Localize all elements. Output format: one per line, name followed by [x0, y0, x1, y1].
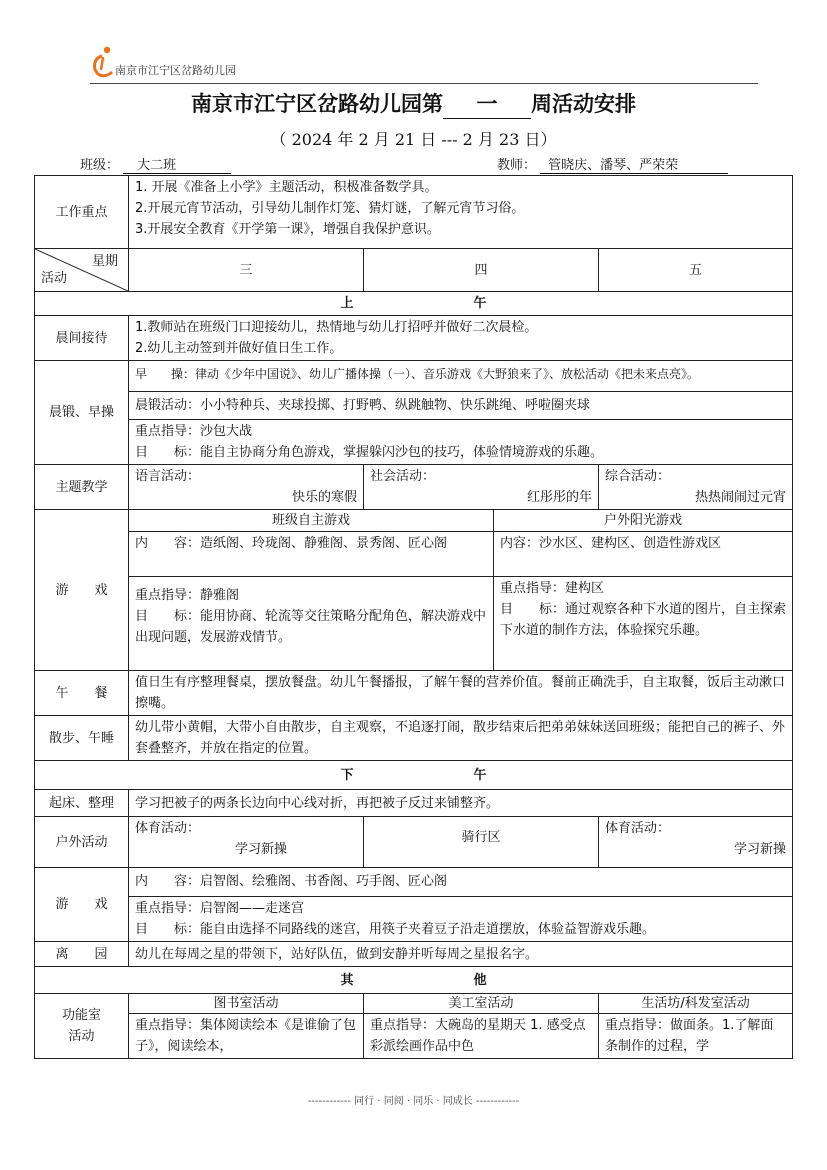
week-number: 一	[443, 88, 531, 119]
outdoor-game-guide: 重点指导：建构区	[500, 581, 605, 596]
outdoor-name: 学习新操	[235, 842, 288, 857]
day-thursday: 四	[364, 249, 599, 292]
theme-head: 综合活动：	[605, 469, 671, 484]
corner-activity-label: 活动	[41, 271, 68, 286]
outdoor-label: 户外活动	[35, 817, 129, 868]
outdoor-cell-2: 骑行区	[364, 817, 599, 868]
function-room-title-row	[35, 994, 793, 1014]
wakeup-text: 学习把被子的两条长边向中心线对折，再把被子反过来铺整齐。	[129, 790, 793, 817]
day-friday: 五	[599, 249, 793, 292]
games-am-title-row	[35, 510, 793, 532]
exercise-guide: 重点指导：沙包大战	[135, 424, 253, 439]
exercise-label: 晨锻、早操	[35, 361, 129, 465]
page-footer: ------------ 同行 · 同阅 · 同乐 · 同成长 ------------	[307, 1096, 520, 1107]
wakeup-label: 起床、整理	[35, 790, 129, 817]
theme-row	[35, 465, 793, 510]
theme-cell-social	[364, 465, 599, 510]
games-pm-goal: 目 标：能自由选择不同路线的迷宫，用筷子夹着豆子沿走道摆放，体验益智游戏乐趣。	[135, 922, 656, 937]
class-info	[80, 154, 231, 174]
other-sep-a: 其	[340, 973, 354, 988]
kindergarten-logo-icon	[90, 44, 116, 78]
games-pm-row-1	[35, 868, 793, 897]
work-focus-item: 3.开展安全教育《开学第一课》，增强自我保护意识。	[135, 222, 440, 237]
morning-sep-b: 午	[473, 296, 487, 311]
library-content: 重点指导：集体阅读绘本《是谁偷了包子》，阅读绘本，	[129, 1014, 364, 1059]
morning-exercise: 早 操：律动《少年中国说》、幼儿广播体操（一）、音乐游戏《大野狼来了》、放松活动《把未来点亮》。	[129, 361, 793, 392]
library-title: 图书室活动	[129, 994, 364, 1014]
games-am-label: 游 戏	[35, 510, 129, 671]
games-pm-label: 游 戏	[35, 868, 129, 942]
other-sep-b: 他	[473, 973, 487, 988]
leave-label: 离 园	[35, 942, 129, 967]
function-room-label-line: 活动	[68, 1029, 95, 1044]
day-wednesday: 三	[129, 249, 364, 292]
afternoon-sep-a: 下	[340, 768, 354, 783]
function-room-label	[35, 994, 129, 1059]
games-am-guide-row	[35, 577, 793, 671]
function-room-content-row	[35, 1014, 793, 1059]
work-focus-row	[35, 176, 793, 249]
outdoor-cell-3	[599, 817, 793, 868]
function-room-label-line: 功能室	[61, 1008, 101, 1023]
reception-label: 晨间接待	[35, 316, 129, 361]
theme-name: 红彤彤的年	[526, 490, 592, 505]
morning-separator	[35, 292, 793, 316]
logo-text: 南京市江宁区岔路幼儿园	[115, 64, 236, 77]
theme-label: 主题教学	[35, 465, 129, 510]
nap-row	[35, 716, 793, 761]
class-game-title: 班级自主游戏	[129, 510, 494, 532]
wakeup-row	[35, 790, 793, 817]
teacher-value: 管晓庆、潘琴、严荣荣	[540, 154, 728, 174]
title-prefix: 南京市江宁区岔路幼儿园第	[191, 91, 443, 116]
date-range: （ 2024 年 2 月 21 日 --- 2 月 23 日）	[270, 130, 557, 149]
outdoor-game-goal: 目 标：通过观察各种下水道的图片，自主探索下水道的制作方法，体验探究乐趣。	[500, 602, 787, 638]
games-pm-content: 内 容：启智阁、绘雅阁、书香阁、巧手阁、匠心阁	[129, 868, 793, 897]
outdoor-game-title: 户外阳光游戏	[494, 510, 793, 532]
other-separator	[35, 967, 793, 994]
games-pm-row-2	[35, 897, 793, 942]
class-game-content: 内 容：造纸阁、玲珑阁、静雅阁、景秀阁、匠心阁	[129, 532, 494, 577]
nap-text: 幼儿带小黄帽，大带小自由散步，自主观察，不追逐打闹，散步结束后把弟弟妹妹送回班级；能把自己的裤子、外套叠整齐，并放在指定的位置。	[129, 716, 793, 761]
afternoon-separator	[35, 761, 793, 790]
theme-name: 热热闹闹过元宵	[695, 490, 787, 505]
reception-item: 1.教师站在班级门口迎接幼儿，热情地与幼儿打招呼并做好二次晨检。	[135, 320, 538, 335]
leave-row	[35, 942, 793, 967]
class-value: 大二班	[123, 154, 231, 174]
morning-activities: 晨锻活动：小小特种兵、夹球投掷、打野鸭、纵跳触物、快乐跳绳、呼啦圈夹球	[129, 392, 793, 420]
page-header	[90, 44, 760, 84]
theme-head: 语言活动：	[135, 469, 201, 484]
leave-text: 幼儿在每周之星的带领下，站好队伍，做到安静并听每周之星报名字。	[129, 942, 793, 967]
lunch-row	[35, 671, 793, 716]
class-label: 班级：	[80, 158, 120, 173]
teacher-info	[497, 154, 728, 174]
page-title	[0, 88, 827, 119]
class-game-guide: 重点指导：静雅阁	[135, 588, 240, 603]
exercise-goal: 目 标：能自主协商分角色游戏，掌握躲闪沙包的技巧，体验情境游戏的乐趣。	[135, 445, 604, 460]
schedule-table	[34, 175, 793, 1059]
theme-head: 社会活动：	[370, 469, 436, 484]
work-focus-content	[129, 176, 793, 249]
day-header-row	[35, 249, 793, 292]
life-room-title: 生活坊/科发室活动	[599, 994, 793, 1014]
outdoor-head: 体育活动：	[605, 821, 671, 836]
games-pm-guide: 重点指导：启智阁——走迷宫	[135, 901, 305, 916]
reception-row	[35, 316, 793, 361]
outdoor-row	[35, 817, 793, 868]
afternoon-sep-b: 午	[473, 768, 487, 783]
lunch-text: 值日生有序整理餐桌，摆放餐盘。幼儿午餐播报，了解午餐的营养价值。餐前正确洗手，自主取餐，饭后主动漱口擦嘴。	[129, 671, 793, 716]
lunch-label: 午 餐	[35, 671, 129, 716]
exercise-row-2	[35, 392, 793, 420]
life-room-content: 重点指导：做面条。1.了解面条制作的过程，学	[599, 1014, 793, 1059]
art-room-title: 美工室活动	[364, 994, 599, 1014]
exercise-row-1	[35, 361, 793, 392]
header-divider	[90, 83, 758, 84]
class-game-goal: 目 标：能用协商、轮流等交往策略分配角色，解决游戏中出现问题，发展游戏情节。	[135, 609, 487, 645]
outdoor-name: 学习新操	[734, 842, 787, 857]
reception-item: 2.幼儿主动签到并做好值日生工作。	[135, 341, 343, 356]
games-am-content-row	[35, 532, 793, 577]
art-room-content: 重点指导：大碗岛的星期天 1. 感受点彩派绘画作品中色	[364, 1014, 599, 1059]
work-focus-label: 工作重点	[35, 176, 129, 249]
work-focus-item: 2.开展元宵节活动，引导幼儿制作灯笼、猜灯谜，了解元宵节习俗。	[135, 201, 525, 216]
morning-sep-a: 上	[340, 296, 354, 311]
theme-cell-integrated	[599, 465, 793, 510]
outdoor-cell-1	[129, 817, 364, 868]
corner-weekday-label: 星期	[91, 254, 118, 269]
title-suffix: 周活动安排	[531, 91, 636, 116]
outdoor-head: 体育活动：	[135, 821, 201, 836]
theme-cell-language	[129, 465, 364, 510]
nap-label: 散步、午睡	[35, 716, 129, 761]
theme-name: 快乐的寒假	[291, 490, 357, 505]
outdoor-game-content: 内容：沙水区、建构区、创造性游戏区	[494, 532, 793, 577]
work-focus-item: 1. 开展《准备上小学》主题活动，积极准备数学具。	[135, 180, 438, 195]
weekday-corner-cell	[35, 249, 129, 292]
exercise-row-3	[35, 420, 793, 465]
teacher-label: 教师：	[497, 158, 537, 173]
